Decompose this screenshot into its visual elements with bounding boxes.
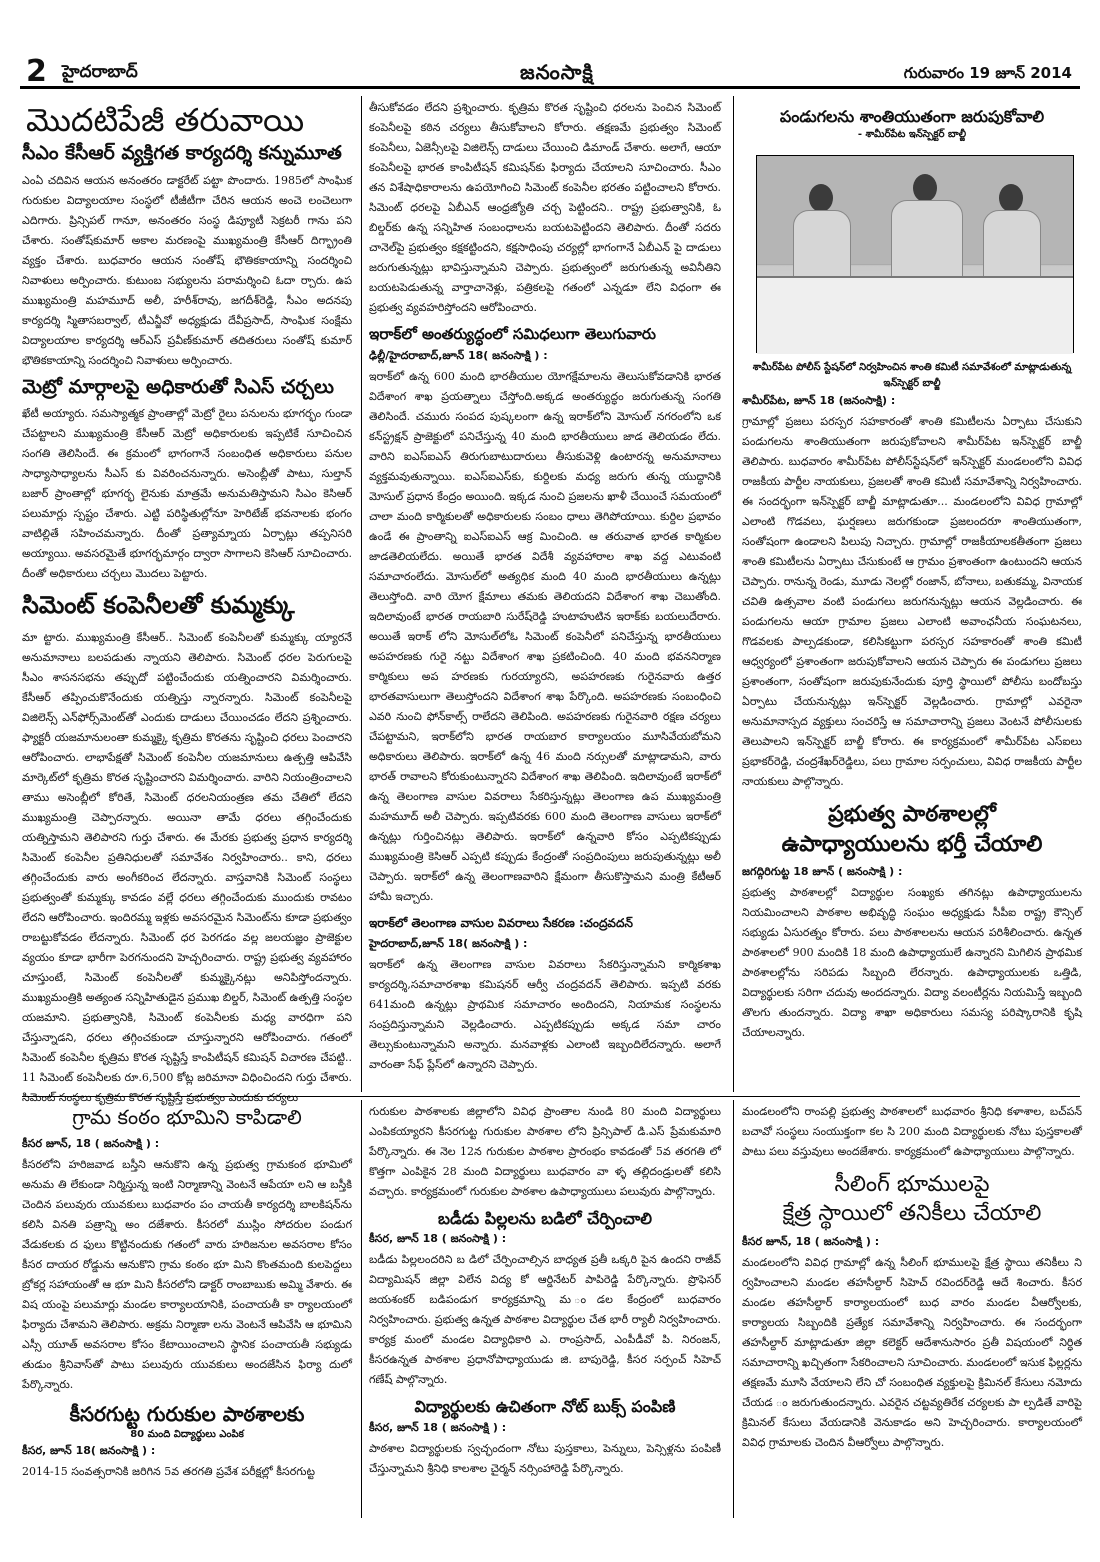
article-body: తీసుకోవడం లేదని ప్రశ్నించారు. కృత్రిమ కొరత సృష్టించి ధరలను పెంచిన సిమెంట్ కంపెనీలపై కఠిన చర్యలు తీసుకోవాలని కోరారు. తక్షణమే ప్రభుత్వం సిమెంట్ కంపెనీలు, ఏజెన్సీలపై విజిలెన్స్ దాడులు చేయించి డిమాండ్ చేశారు. అలాగే, ఆయా కంపెనీలపై భారత కాంపిటీషన్ కమిషన్‌కు ఫిర్యాదు చేయాలని సూచించారు. సీఎం తన విశేషాధికారాలను ఉపయోగించి సిమెంట్ కంపెనీల భరతం పట్టించాలని కోరారు. సిమెంట్ ధరలపై ఏబీఎన్ ఆంధ్రజ్యోతి చర్చ పెట్టిందని.. రాష్ట్ర ప్రభుత్వానికి, ఓ బిల్డర్‌కు ఉన్న సన్నిహిత సంబంధాలను బయటపెట్టిందని తెలిపారు. దీంతో సదరు చానెల్‌పై ప్రభుత్వం కక్షకట్టిందని, కక్షసాధింపు చర్యల్లో భాగంగానే ఏబీఎన్ పై దాడులు జరుగుతున్నట్లు భావిస్తున్నామని చెప్పారు. ప్రభుత్వంలో జరుగుతున్న అవినీతిని బయటపెడుతున్న వార్తాచానెళ్లు, పత్రికలపై గతంలో ఎన్నడూ లేని విధంగా ఈ ప్రభుత్వ వ్యవహరిస్తోందని ఆరోపించారు.	[369, 101, 721, 314]
article-body: గురుకుల పాఠశాలకు జిల్లాలోని వివిధ ప్రాంతాల నుండి 80 మంది విద్యార్థులు ఎంపికయ్యారని కీసరగుట్ట గురుకుల పాఠశాల లోని ప్రిన్సిపాల్ డి.ఎస్ ప్రేమకుమారి పేర్కొన్నారు. ఈ నెల 12న గురుకుల పాఠశాల ప్రారంభం కావడంతో 5వ తరగతి లో కొత్తగా ఎంపికైన 28 మంది విద్యార్థులు బుధవారం వా ళ్ళ తల్లిదండ్రులతో కలిసి వచ్చారు. కార్యక్రమంలో గురుకుల పాఠశాల ఉపాధ్యాయులు పలువురు పాల్గొన్నారు.	[369, 1105, 721, 1198]
article-headline: కీసరగుట్ట గురుకుల పాఠశాలకు	[69, 1402, 305, 1426]
person-figure	[891, 174, 961, 284]
bottom-column-right	[742, 1102, 1082, 1520]
article-body: ఇరాక్‌లో ఉన్న తెలంగాణ వాసుల వివరాలు సేకరిస్తున్నామని కార్మికశాఖ కార్యదర్శి,సమాచారశాఖ కమిషనర్ ఆర్వీ చంద్రవదన్ తెలిపారు. ఇప్పటి వరకు 641మంది ఉన్నట్లు ప్రాథమిక సమాచారం అందిందని, నియామక సంస్థలను సంప్రదిస్తున్నామని వెల్లడించారు. ఎప్పటికప్పుడు అక్కడ సమా చారం తెల్సుకుంటున్నామని అన్నారు. మనవాళ్లకు ఎలాంటి ఇబ్బందిలేదన్నారు. అలాగే వారంతా సేఫ్ ప్లేస్‌లో ఉన్నారని చెప్పారు.	[369, 958, 721, 1072]
article-body: ఎంఏ చదివిన ఆయన అనంతరం డాక్టరేట్ పట్టా పొందారు. 1985లో సాంఘిక గురుకుల విద్యాలయాల సంస్థలో టీజీటీగా చేరిన ఆయన అంచె లంచెలుగా ఎదిగారు. ప్రిన్సిపల్ గానూ, అనంతరం సంస్థ డిప్యూటీ సెక్రటరీ గాను పని చేశారు. సంతోష్‌కుమార్ అకాల మరణంపై ముఖ్యమంత్రి కేసీఆర్ దిగ్భ్రాంతి వ్యక్తం చేశారు. బుధవారం ఆయన సంతోష్ భౌతికకాయాన్ని సందర్శించి నివాళులు అర్పించారు. కుటుంబ సభ్యులను పరామర్శించి ఓదా ర్చారు. ఉప ముఖ్యమంత్రి మహమూద్ అలీ, హరీశ్‌రావు, జగదీశ్‌రెడ్డి, సీఎం అదనపు కార్యదర్శి స్మితాసబర్వాల్, టీఎన్జీవో అధ్యక్షుడు దేవీప్రసాద్, సాంఘిక సంక్షేమ విద్యాలయాల కార్యదర్శి ఆర్ఎస్ ప్రవీణ్‌కుమార్ తదితరులు సంతోష్ కుమార్ భౌతికకాయాన్ని సందర్శించి నివాళులు అర్పించారు.	[22, 173, 352, 367]
dateline: కీసర జూన్, 18 ( జనంసాక్షి ) :	[22, 1137, 160, 1150]
article-headline: ఉపాధ్యాయులను భర్తీ చేయాలి	[781, 831, 1043, 857]
article-body: కీసరలోని హరిజవాడ బస్తీని ఆనుకొని ఉన్న ప్రభుత్వ గ్రామకంఠ భూమిలో అనుమ తి లేకుండా నిర్మిస్తున్న ఇంటి నిర్మాణాన్ని వెంటనే ఆపేయా లని ఆ బస్తీకి చెందిన పలువురు యువకులు బుధవారం పం చాయతీ కార్యదర్శి బాలకిషన్‌ను కలిసి వినతి పత్రాన్ని అం దజేశారు. కీసరలో ముస్లిం సోదరుల పండుగ వేడుకలకు ద ఫులు కొట్టినందుకు గతంలో వారు హరిజనుల అవసరాల కోసం కీసర దాయర రోడ్డును ఆనుకొని గ్రామ కంఠం భూ మిని కొంతమంది కులపెద్దలు బ్రోకర్ల సహాయంతో ఆ భూ మిని కీసరలోని డాక్టర్ రాంబాబుకు అమ్మి వేశారు. ఈ విష యంపై పలుమార్లు మండల కార్యాలయానికి, పంచాయతీ కా ర్యాలయంలో ఫిర్యాదు చేశామని తెలిపారు. అక్రమ నిర్మాణా లను వెంటనే ఆపివేసి ఆ భూమిని ఎస్సీ యూత్ అవసరాల కోసం కేటాయించాలని స్థానిక పంచాయతీ సభ్యుడు తుడుం శ్రీనివాస్‌తో పాటు పలువురు యువకులు అందజేసిన ఫిర్యా దులో పేర్కొన్నారు.	[22, 1158, 352, 1391]
article-body: మా ట్టారు. ముఖ్యమంత్రి కేసీఆర్.. సిమెంట్ కంపెనీలతో కుమ్మక్కు య్యారనే అనుమానాలు బలపడుతు న్నాయని తెలిపారు. సిమెంట్ ధరల పెరుగులపై సీఎం శాసనసభను తప్పుదో పట్టించేందుకు యత్నించారని విమర్శించారు. కేసీఆర్ తప్పించుకొనేందుకు యత్నిస్తు న్నారన్నారు. సిమెంట్ కంపెనీలపై విజిలెన్స్ ఎన్‌ఫోర్స్‌మెంట్‌తో ఎందుకు దాడులు చేయించడం లేదని ప్రశ్నించారు. ఫ్యాక్టరీ యజమానులంతా కుమ్మక్కై కృత్రిమ కొరతను సృష్టించి ధరలు పెంచారని ఆరోపించారు. లాభాపేక్షతో సిమెంట్ కంపెనీల యజమానులు ఉత్పత్తి ఆపివేసి మార్కెట్‌లో కృత్రిమ కొరత సృష్టించారని విమర్శించారు. వారిని నియంత్రించాలని తాము అసెంబ్లీలో కోరితే, సిమెంట్ ధరలనియంత్రణ తమ చేతిలో లేదని ముఖ్యమంత్రి చెప్పారన్నారు. అయినా తామే ధరలు తగ్గించేందుకు యత్నిస్తామని తెలిపారని గుర్తు చేశారు. ఈ మేరకు ప్రభుత్వ ప్రధాన కార్యదర్శి సిమెంట్ కంపెనీల ప్రతినిధులతో సమావేశం నిర్వహించారు.. కాని, ధరలు తగ్గించేందుకు వారు అంగీకరించ లేదన్నారు. వాస్తవానికి సిమెంట్ సంస్థలు ప్రభుత్వంతో కుమ్మక్కు కావడం వల్లే ధరలు తగ్గించేందుకు ముందుకు రావటం లేదని ఆరోపించారు. ఇందిరమ్మ ఇళ్లకు అవసరమైన సిమెంట్‌ను కూడా ప్రభుత్వం రాబట్టుకోవడం లేదన్నారు. సిమెంట్ ధర పెరగడం వల్ల జలయజ్ఞం ప్రాజెక్టుల వ్యయం కూడా భారీగా పెరగనుందని హెచ్చరించారు. రాష్ట్ర ప్రభుత్వ వ్యవహారం చూస్తుంటే, సిమెంట్ కంపెనీలతో కుమ్మక్కైనట్లు అనిపిస్తోందన్నారు. ముఖ్యమంత్రికి అత్యంత సన్నిహితుడైన ప్రముఖ బిల్డర్, సిమెంట్ ఉత్పత్తి సంస్థల యజమాని. ప్రభుత్వానికి, సిమెంట్ కంపెనీలకు మధ్య వారధిగా పని చేస్తున్నాడని, ధరలు తగ్గించకుండా చూస్తున్నారని ఆరోపించారు. గతంలో సిమెంట్ కంపెనీల కృత్రిమ కొరత సృష్టిస్తే కాంపిటీషన్ కమిషన్ విచారణ చేపట్టి.. 11 సిమెంట్ కంపెనీలకు రూ.6,500 కోట్ల జరిమానా విధించిందని గుర్తు చేశారు. సిమెంట్ సంస్థలు కృత్రిమ కొరత సృష్టిస్తే ప్రభుత్వం ఎందుకు చర్యలు	[22, 631, 353, 1105]
article-subhead: 80 మంది విద్యార్థులు ఎంపిక	[130, 1429, 244, 1440]
dateline: జగద్గిరిగుట్ట 18 జూన్ ( జనంసాక్షి ) :	[742, 864, 903, 878]
dateline: కీసర, జూన్ 18 ( జనంసాక్షి ) :	[369, 1232, 507, 1246]
news-photo	[756, 155, 1074, 353]
article-headline: సీఎం కేసీఆర్ వ్యక్తిగత కార్యదర్శి కన్నుమూత	[22, 141, 342, 164]
article-body: ఇరాక్‌లో ఉన్న 600 మంది భారతీయుల యోగక్షేమాలను తెలుసుకోవడానికి భారత విదేశాంగ శాఖ ప్రయత్నాలు చేస్తోంది.అక్కడ అంతర్యుద్ధం జరుగుతున్న సంగతి తెలిసిందే. చమురు సంపద పుష్కలంగా ఉన్న ఇరాక్‌లోని మోసుల్ నగరంలోని ఒక కన్‌స్ట్రక్షన్ ప్రాజెక్టులో పనిచేస్తున్న 40 మంది భారతీయులు జాడ తెలియడం లేదు. వారిని ఐఎస్ఐఎస్ తిరుగుబాటుదారులు తీసుకువెళ్లి ఉంటారన్న అనుమానాలు వ్యక్తమవుతున్నాయి. ఐఎస్ఐఎస్‌కు, కుర్దిలకు మధ్య జరుగు తున్న యుద్ధానికి మోసుల్ ప్రధాన కేంద్రం అయింది. ఇక్కడ నుంచి ప్రజలను ఖాళీ చేయించే సమయంలో చాలా మంది కార్మికులతో అధికారులకు సంబం ధాలు తెగిపోయాయి. కుర్దిల ప్రభావం ఉండే ఈ ప్రాంతాన్ని ఐఎస్ఐఎస్ ఆక్ర మించింది. ఆ తరువాత భారత కార్మికుల జాడతెలియలేదు. అయితే భారత విదేశీ వ్యవహారాల శాఖ వద్ద ఎటువంటి సమాచారంలేదు. మోసుల్‌లో అత్యధిక మంది 40 మంది భారతీయులు ఉన్నట్లు తెలుస్తోంది. వారి యోగ క్షేమాలు తమకు తెలియదని విదేశాంగ శాఖ చెబుతోంది. ఇదిలావుంటే భారత రాయబారి సురేష్‌రెడ్డి హుటాహుటిన ఇరాక్‌కు బయలుదేరారు. అయితే ఇరాక్ లోని మోసుల్‌లోఓ సిమెంట్ కంపెనీలో పనిచేస్తున్న భారతీయులు అపహరణకు గురై నట్టు విదేశాంగ శాఖ ప్రకటించింది. 40 మంది భవననిర్మాణ కార్మికులు అప హరణకు గురయ్యారని, అపహరణకు గురైనవారు ఉత్తర భారతవాసులుగా తెలుస్తోందని విదేశాంగ శాఖ పేర్కొంది. అపహరణకు సంబంధించి ఎవరి నుంచి ఫోన్‌కాల్స్ రాలేదని తెలిపింది. అపహరణకు గురైనవారి రక్షణ చర్యలు చేపట్టామని, ఇరాక్‌లోని భారత రాయబార కార్యాలయం మూసివేయబోమని అధికారులు తెలిపారు. ఇరాక్‌లో ఉన్న 46 మంది నర్సులతో మాట్లాడామని, వారు భారత్ రావాలని కోరుకుంటున్నారని విదేశాంగ శాఖ తెలిపింది. ఇదిలావుంటే ఇరాక్‌లో ఉన్న తెలంగాణ వాసుల వివరాలు సేకరిస్తున్నట్లు తెలంగాణ ఉప ముఖ్యమంత్రి మహమూద్ అలీ చెప్పారు. ఇప్పటివరకు 600 మంది తెలంగాణ వాసులు ఇరాక్‌లో ఉన్నట్లు గుర్తించినట్లు తెలిపారు. ఇరాక్‌లో ఉన్నవారి కోసం ఎప్పటికప్పుడు ముఖ్యమంత్రి కెసిఆర్ ఎప్పటి కప్పుడు కేంద్రంతో సంప్రదింపులు జరుపుతున్నట్లు అలీ చెప్పారు. ఇరాక్‌లో ఉన్న తెలంగాణవారిని క్షేమంగా తీసుకొస్తామని మంత్రి కేటీఆర్ హామీ ఇచ్చారు.	[369, 370, 721, 904]
dateline: కీసర, జూన్ 18( జనంసాక్షి ) :	[22, 1444, 156, 1457]
masthead-logo: జనంసాక్షి	[520, 60, 594, 84]
article-headline: ప్రభుత్వ పాఠశాలల్లో	[828, 802, 996, 828]
article-body: 2014-15 సంవత్సరానికి జరిగిన 5వ తరగతి ప్రవేశ పరీక్షల్లో కీసరగుట్ట	[22, 1465, 315, 1478]
photo-table	[757, 276, 1073, 354]
article-body: గ్రామాల్లో ప్రజలు పరస్పర సహకారంతో శాంతి కమిటీలను ఏర్పాటు చేసుకుని పండుగలను శాంతియుతంగా జరుపుకోవాలని శామీర్‌పేట ఇన్‌స్పెక్టర్ బాల్జీ తెలిపారు. బుధవారం శామీర్‌పేట పోలీస్‌స్టేషన్‌లో ఇన్‌స్పెక్టర్ మండలంలోని వివిధ రాజకీయ పార్టీల నాయకులు, ప్రజలతో శాంతి కమిటీ సమావేశాన్ని నిర్వహించారు. ఈ సందర్భంగా ఇన్‌స్పెక్టర్ బాల్జీ మాట్లాడుతూ... మండలంలోని వివిధ గ్రామాల్లో ఎలాంటి గొడవలు, ఘర్షణలు జరుగకుండా ప్రజలందరూ శాంతియుతంగా, సంతోషంగా ఉండాలని పిలుపు నిచ్చారు. గ్రామాల్లో రాజకీయాలకతీతంగా ప్రజలు శాంతి కమిటీలను ఏర్పాటు చేసుకుంటే ఆ గ్రామం ప్రశాంతంగా ఉంటుందని ఆయన చెప్పారు. రానున్న రెండు, మూడు నెలల్లో రంజాన్, బోనాలు, బతుకమ్మ, వినాయక చవితి ఉత్సవాల వంటి పండుగలు జరుగనున్నట్లు ఆయన వెల్లడించారు. ఈ పండుగలను ఆయా గ్రామాల ప్రజలు ఎలాంటి అవాంఛనీయ సంఘటనలు, గొడవలకు పాల్పడకుండా, కలిసికట్టుగా పరస్పర సహకారంతో శాంతి కమిటీ ఆధ్వర్యంలో ప్రశాంతంగా జరుపుకోవాలని ఆయన చెప్పారు ఈ పండుగలు ప్రజలు ప్రశాంతంగా, సంతోషంగా జరుపుకునేందుకు పూర్తి స్థాయిలో పోలీసు బందోబస్తు ఏర్పాటు చేయనున్నట్లు ఇన్‌స్పెక్టర్ వెల్లడించారు. గ్రామాల్లో ఎవరైనా అనుమానాస్పద వ్యక్తులు సంచరిస్తే ఆ సమాచారాన్ని ప్రజలు వెంటనే పోలీసులకు తెలుపాలని ఇన్‌స్పెక్టర్ బాల్జీ కోరారు. ఈ కార్యక్రమంలో శామీర్‌పేట ఎస్ఐలు ప్రభాకర్‌రెడ్డి, చంద్రశేఖర్‌రెడ్డిలు, పలు గ్రామాల సర్పంచులు, వివిధ రాజకీయ పార్టీల నాయకులు పాల్గొన్నారు.	[742, 415, 1082, 789]
article-headline: గ్రామ కంఠం భూమిని కాపిడాలి	[72, 1105, 302, 1129]
article-headline: విద్యార్థులకు ఉచితంగా నోట్ బుక్స్ పంపిణి	[414, 1397, 676, 1417]
dateline: కీసర జూన్, 18 ( జనంసాక్షి ) :	[742, 1234, 880, 1248]
article-byline: - శామీర్‌పేట ఇన్‌స్పెక్టర్ బాల్జీ	[857, 129, 967, 141]
column-divider	[361, 1100, 362, 1518]
article-headline: సిమెంట్ కంపెనీలతో కుమ్మక్కు	[22, 591, 295, 620]
issue-date: గురువారం 19 జూన్ 2014	[903, 64, 1072, 82]
dateline: హైదరాబాద్,జూన్ 18( జనంసాక్షి ) :	[369, 937, 528, 951]
article-headline: ఇరాక్‌లో తెలంగాణ వాసుల వివరాలు సేకరణ :చంద్రవదన్	[369, 916, 633, 931]
article-body: బడీడు పిల్లలందరిని బ డిలో చేర్పించాల్సిన బాధ్యత ప్రతీ ఒక్కరి పైన ఉందని రాజీవ్ విద్యామిషన్ జిల్లా విలేన విద్య కో ఆర్డినేటర్ పాపిరెడ్డి పేర్కొన్నారు. ప్రొఫెసర్ జయశంకర్ బడిపండుగ కార్యక్రమాన్ని మ ండల కేంద్రంలో బుధవారం నిర్వహించారు. ప్రభుత్వ ఉన్నత పాఠశాల విద్యార్థుల చేత భారీ ర్యాలీ నిర్వహించారు. కార్యక్ర మంలో మండల విద్యాధికారి ఎ. రాంప్రసాద్, ఎంపీడీవో పి. నిరంజన్, కీసరఉన్నత పాఠశాల ప్రధానోపాధ్యాయుడు జి. బాపురెడ్డి, కీసర సర్పంచ్ సిహెచ్ గణేష్ పాల్గొన్నారు.	[369, 1253, 721, 1387]
dateline: శామీర్‌పేట, జూన్ 18 (జనంసాక్షి) :	[742, 394, 896, 408]
article-headline: మెట్రో మార్గాలపై అధికారుతో సిఎస్ చర్చలు	[22, 375, 335, 398]
article-headline: ఇరాక్‌లో అంతర్యుద్ధంలో సమిధలుగా తెలుగువారు	[369, 325, 656, 343]
bottom-column-middle	[369, 1102, 721, 1520]
column-divider	[733, 96, 734, 1092]
page-header	[20, 52, 1080, 92]
header-rule	[20, 86, 1080, 89]
dateline: ఢిల్లీ/హైదరాబాద్,జూన్ 18( జనంసాక్షి ) :	[369, 349, 548, 363]
column-divider	[733, 1100, 734, 1518]
photo-caption: శామీర్‌పేట పోలీస్ స్టేషన్‌లో నిర్వహించిన శాంతి కమిటీ సమావేశంలో మాట్లాడుతున్న ఇన్‌స్పెక్టర్ బాల్జీ	[752, 362, 1072, 390]
article-body: మండలంలోని వివిధ గ్రామాల్లో ఉన్న సీలింగ్ భూములపై క్షేత్ర స్థాయి తనికీలు ని ర్వహించాలని మండల తహసీల్దార్ సిహెచ్ రవిందర్‌రెడ్డి ఆదే శించారు. కీసర మండల తహసీల్దార్ కార్యాలయంలో బుధ వారం మండల వీఆర్వోలకు, కార్యాలయ సిబ్బందికి ప్రత్యేక సమావేశాన్ని నిర్వహించారు. ఈ సందర్భంగా తహసీల్దార్ మాట్లాడుతూ జిల్లా కలెక్టర్ ఆదేశానుసారం ప్రతీ విషయంలో నిర్ధిత సమాచారాన్ని ఖచ్చితంగా సేకరించాలని సూచించారు. మండలంలో ఇసుక ఫిల్లర్లను తక్షణమే మూసి వేయాలని లేని చో సంబంధిత వ్యక్తులపై క్రిమినల్ కేసులు నమోదు చేయడ ం జరుగుతుందన్నారు. ఎవరైన చట్టవ్యతిరేక చర్యలకు పా ల్పడితే వారిపై క్రిమినల్ కేసులు వేయడానికి వెనుకాడం అని హెచ్చరించారు. కార్యాలయంలో వివిధ గ్రామాలకు చెందిన వీఆర్వోలు పాల్గొన్నారు.	[742, 1255, 1082, 1449]
article-body: ఖేటీ అయ్యారు. సమస్యాత్మక ప్రాంతాల్లో మెట్రో రైలు పనులను భూగర్భం గుండా చేపట్టాలని ముఖ్యమంత్రి కేసీఆర్ మెట్రో అధికారులకు ఇప్పటికే సూచించిన సంగతి తెలిసిందే. ఈ క్రమంలో భాగంగానే సంబంధిత అధికారులు పనుల సాధ్యాసాధ్యాలను సీఎస్ కు వివరించనున్నారు. అసెంబ్లీతో పాటు, సుల్తాన్ బజార్ ప్రాంతాల్లో భూగర్భ లైనుకు మాత్రమే అనుమతిస్తామని సిఎం కెసిఆర్ పలుమార్లు స్పష్టం చేశారు. ఎట్టి పరిస్థితుల్లోనూ హెరిటేజ్ భవనాలకు భంగం వాటిల్లితే సహించమన్నారు. దీంతో ప్రత్యామ్నాయ ఏర్పాట్లు తప్పనిసరి అయ్యాయి. అవసరమైతే భూగర్భమార్గం ద్వారా సాగాలని కెసిఆర్ సూచించారు. దీంతో అధికారులు చర్చలు మొదలు పెట్టారు.	[22, 407, 352, 581]
article-headline: సీలింగ్ భూములపై	[834, 1172, 990, 1197]
bottom-column-left	[22, 1100, 352, 1520]
column-middle	[369, 98, 721, 1092]
column-left	[22, 96, 353, 1105]
article-body: పాఠశాల విద్యార్థులకు స్వచ్ఛందంగా నోటు పుస్తకాలు, పెన్నులు, పెన్సిళ్లను పంపిణీ చేస్తున్నామని శ్రీనిధి కాలశాల చైర్మన్ నర్సింహారెడ్డి పేర్కొన్నారు.	[369, 1441, 721, 1475]
article-headline: పండుగలను శాంతియుతంగా జరుపుకోవాలి	[779, 107, 1045, 126]
section-divider	[22, 1096, 1080, 1097]
section-city: హైదరాబాద్	[62, 62, 138, 82]
article-body: ప్రభుత్వ పాఠశాలల్లో విద్యార్థుల సంఖ్యకు తగినట్లు ఉపాధ్యాయులను నియమించాలని పాఠశాల అభివృద్ధి సంఘం అధ్యక్షుడు సీపీఐ రాష్ట్ర కౌన్సిల్ సభ్యుడు ఏసురత్నం కోరారు. పలు పాఠశాలలను ఆయన పరిశీలించారు. ఉన్నత పాఠశాలలో 900 మందికి 18 మంది ఉపాధ్యాయులే ఉన్నారని మిగిలిన ప్రాథమిక పాఠశాలల్లోను సరిపడు సిబ్బంది లేరన్నారు. ఉపాధ్యాయులకు ఒత్తిడి, విద్యార్థులకు సరిగా చదువు అందదన్నారు. విద్యా వలంటీర్లను నియమిస్తే ఇబ్బంది తొలగు తుందన్నారు. విద్యా శాఖా అధికారులు సమస్య పరిష్కారానికి కృషి చేయాలన్నారు.	[742, 885, 1082, 1039]
article-headline: బడీడు పిల్లలను బడిలో చేర్పించాలి	[438, 1209, 652, 1228]
article-headline: క్షేత్ర స్థాయిలో తనికీలు చేయాలి	[782, 1201, 1042, 1227]
dateline: కీసర, జూన్ 18 ( జనంసాక్షి ) :	[369, 1420, 507, 1434]
column-divider	[361, 96, 362, 1092]
section-title: మొదటిపేజీ తరువాయి	[26, 101, 305, 139]
article-body: మండలంలోని రాంపల్లి ప్రభుత్వ పాఠశాలలో బుధవారం శ్రీనిధి కళాశాల, బచ్‌పన్ బచావో సంస్థలు సంయుక్తంగా కల సి 200 మంది విద్యార్థులకు నోటు పుస్తకాలతో పాటు పలు వస్తువులు అందజేశారు. కార్యక్రమంలో ఉపాధ్యాయులు పాల్గొన్నారు.	[742, 1105, 1082, 1158]
page-number: 2	[26, 54, 47, 89]
